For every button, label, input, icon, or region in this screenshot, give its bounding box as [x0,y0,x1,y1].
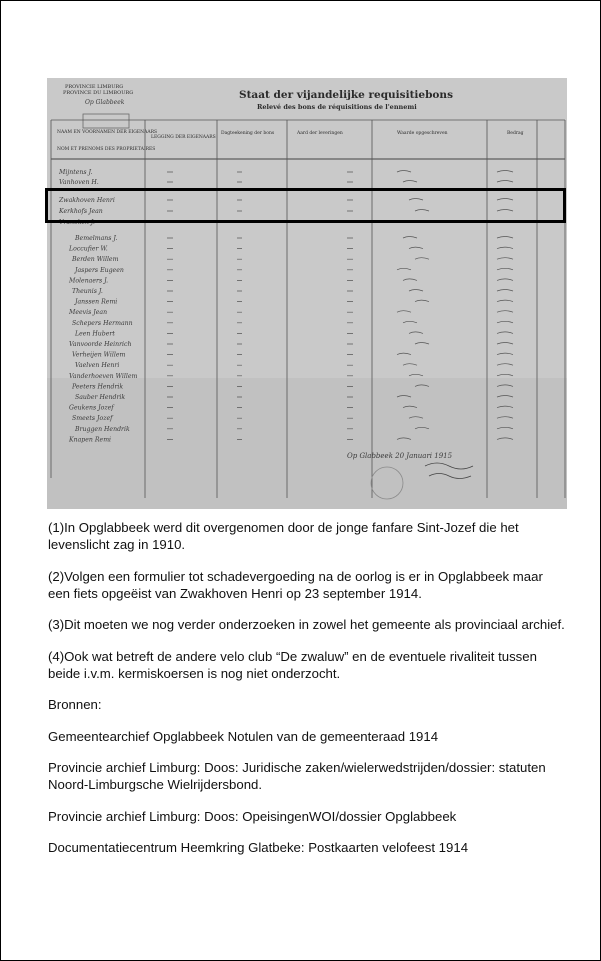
register-row-name: Vaelven Henri [75,362,120,370]
footnote-1: (1)In Opglabbeek werd dit overgenomen door de jonge fanfare Sint-Jozef die het levenslicht zag in 1910. [48,520,519,552]
col-header-names-fr: NOM ET PRENOMS DES PROPRIETAIRES [57,147,156,152]
col-header-value: Waarde opgeschreven [397,131,448,136]
col-header-names-nl: NAAM EN VOORNAMEN DER EIGENAARS [57,130,158,135]
register-row-name: Molenaers J. [69,277,109,285]
register-row-name: Berden Willem [72,256,119,264]
sources-heading: Bronnen: [48,697,102,712]
register-row-name: Vanhoven H. [59,179,99,186]
register-row-name: Janssen Remi [75,298,118,306]
highlight-box-zwakhoven [45,188,566,223]
col-header-residence: LEGGING DER EIGENAARS [151,135,216,140]
register-row-name: Meevis Jean [69,309,108,317]
register-row-name: Jaspers Eugeen [75,266,124,274]
footnote-3: (3)Dit moeten we nog verder onderzoeken in zowel het gemeente als provinciaal archief. [48,617,565,632]
register-row-name: Vanvoorde Heinrich [69,341,132,348]
register-subtitle: Relevé des bons de réquisitions de l'ennemi [257,103,417,111]
register-row-name: Zwakhoven Henri [59,197,115,204]
register-row-name: Bemelmans J. [75,235,118,242]
register-row-name: Peeters Hendrik [72,383,124,391]
col-header-date: Dagteekening der bons [221,131,275,136]
register-row-name: Leen Hubert [75,330,115,338]
scan-drawing [47,78,567,509]
signature-place-date: Op Glabbeek 20 Januari 1915 [347,452,453,460]
register-row-name: Verheijen Willem [72,351,126,359]
register-row-name: Vanderhoeven Willem [69,372,138,380]
register-row-name: Vrancken J. [59,219,95,226]
register-row-name: Bruggen Hendrik [75,425,130,433]
register-row-name: Knapen Remi [69,436,112,444]
footnote-2: (2)Volgen een formulier tot schadevergoeding na de oorlog is er in Opglabbeek maar een fiets opgeëist van Zwakhoven Henri op 23 september 1914. [48,568,543,601]
register-title: Staat der vijandelijke requisitiebons [239,89,453,101]
source-2: Provincie archief Limburg: Doos: Juridische zaken/wielerwedstrijden/dossier: statuten Noord-Limburgsche Wielrijdersbond. [48,760,546,792]
province-nl: PROVINCIE LIMBURG [65,84,124,90]
footnotes-and-sources [48,519,568,871]
register-row-name: Kerkhofs Jean [59,208,103,215]
gemeente-name: Op Glabbeek [85,99,125,106]
requisition-register-scan [47,78,567,509]
col-header-goods: Aard der leveringen [297,131,343,136]
register-row-name: Schepers Hermann [72,319,133,327]
register-row-name: Theunis J. [72,288,103,295]
source-3: Provincie archief Limburg: Doos: OpeisingenWOI/dossier Opglabbeek [48,808,457,824]
footnote-4: (4)Ook wat betreft de andere velo club “De zwaluw” en de eventuele rivaliteit tussen beide i.v.m. kermiskoersen is nog niet onderzocht. [48,648,537,681]
province-fr: PROVINCE DU LIMBOURG [63,90,134,96]
register-row-name: Smeets Jozef [72,415,113,423]
register-row-name: Geukens Jozef [69,404,114,412]
register-row-name: Mijntens J. [59,169,93,176]
source-4: Documentatiecentrum Heemkring Glatbeke: Postkaarten velofeest 1914 [48,840,469,855]
register-row-name: Sauber Hendrik [75,394,126,401]
col-header-sum: Bedrag [507,131,524,136]
source-1: Gemeentearchief Opglabbeek Notulen van de gemeenteraad 1914 [48,728,439,744]
register-row-name: Loccufier W. [69,245,108,253]
